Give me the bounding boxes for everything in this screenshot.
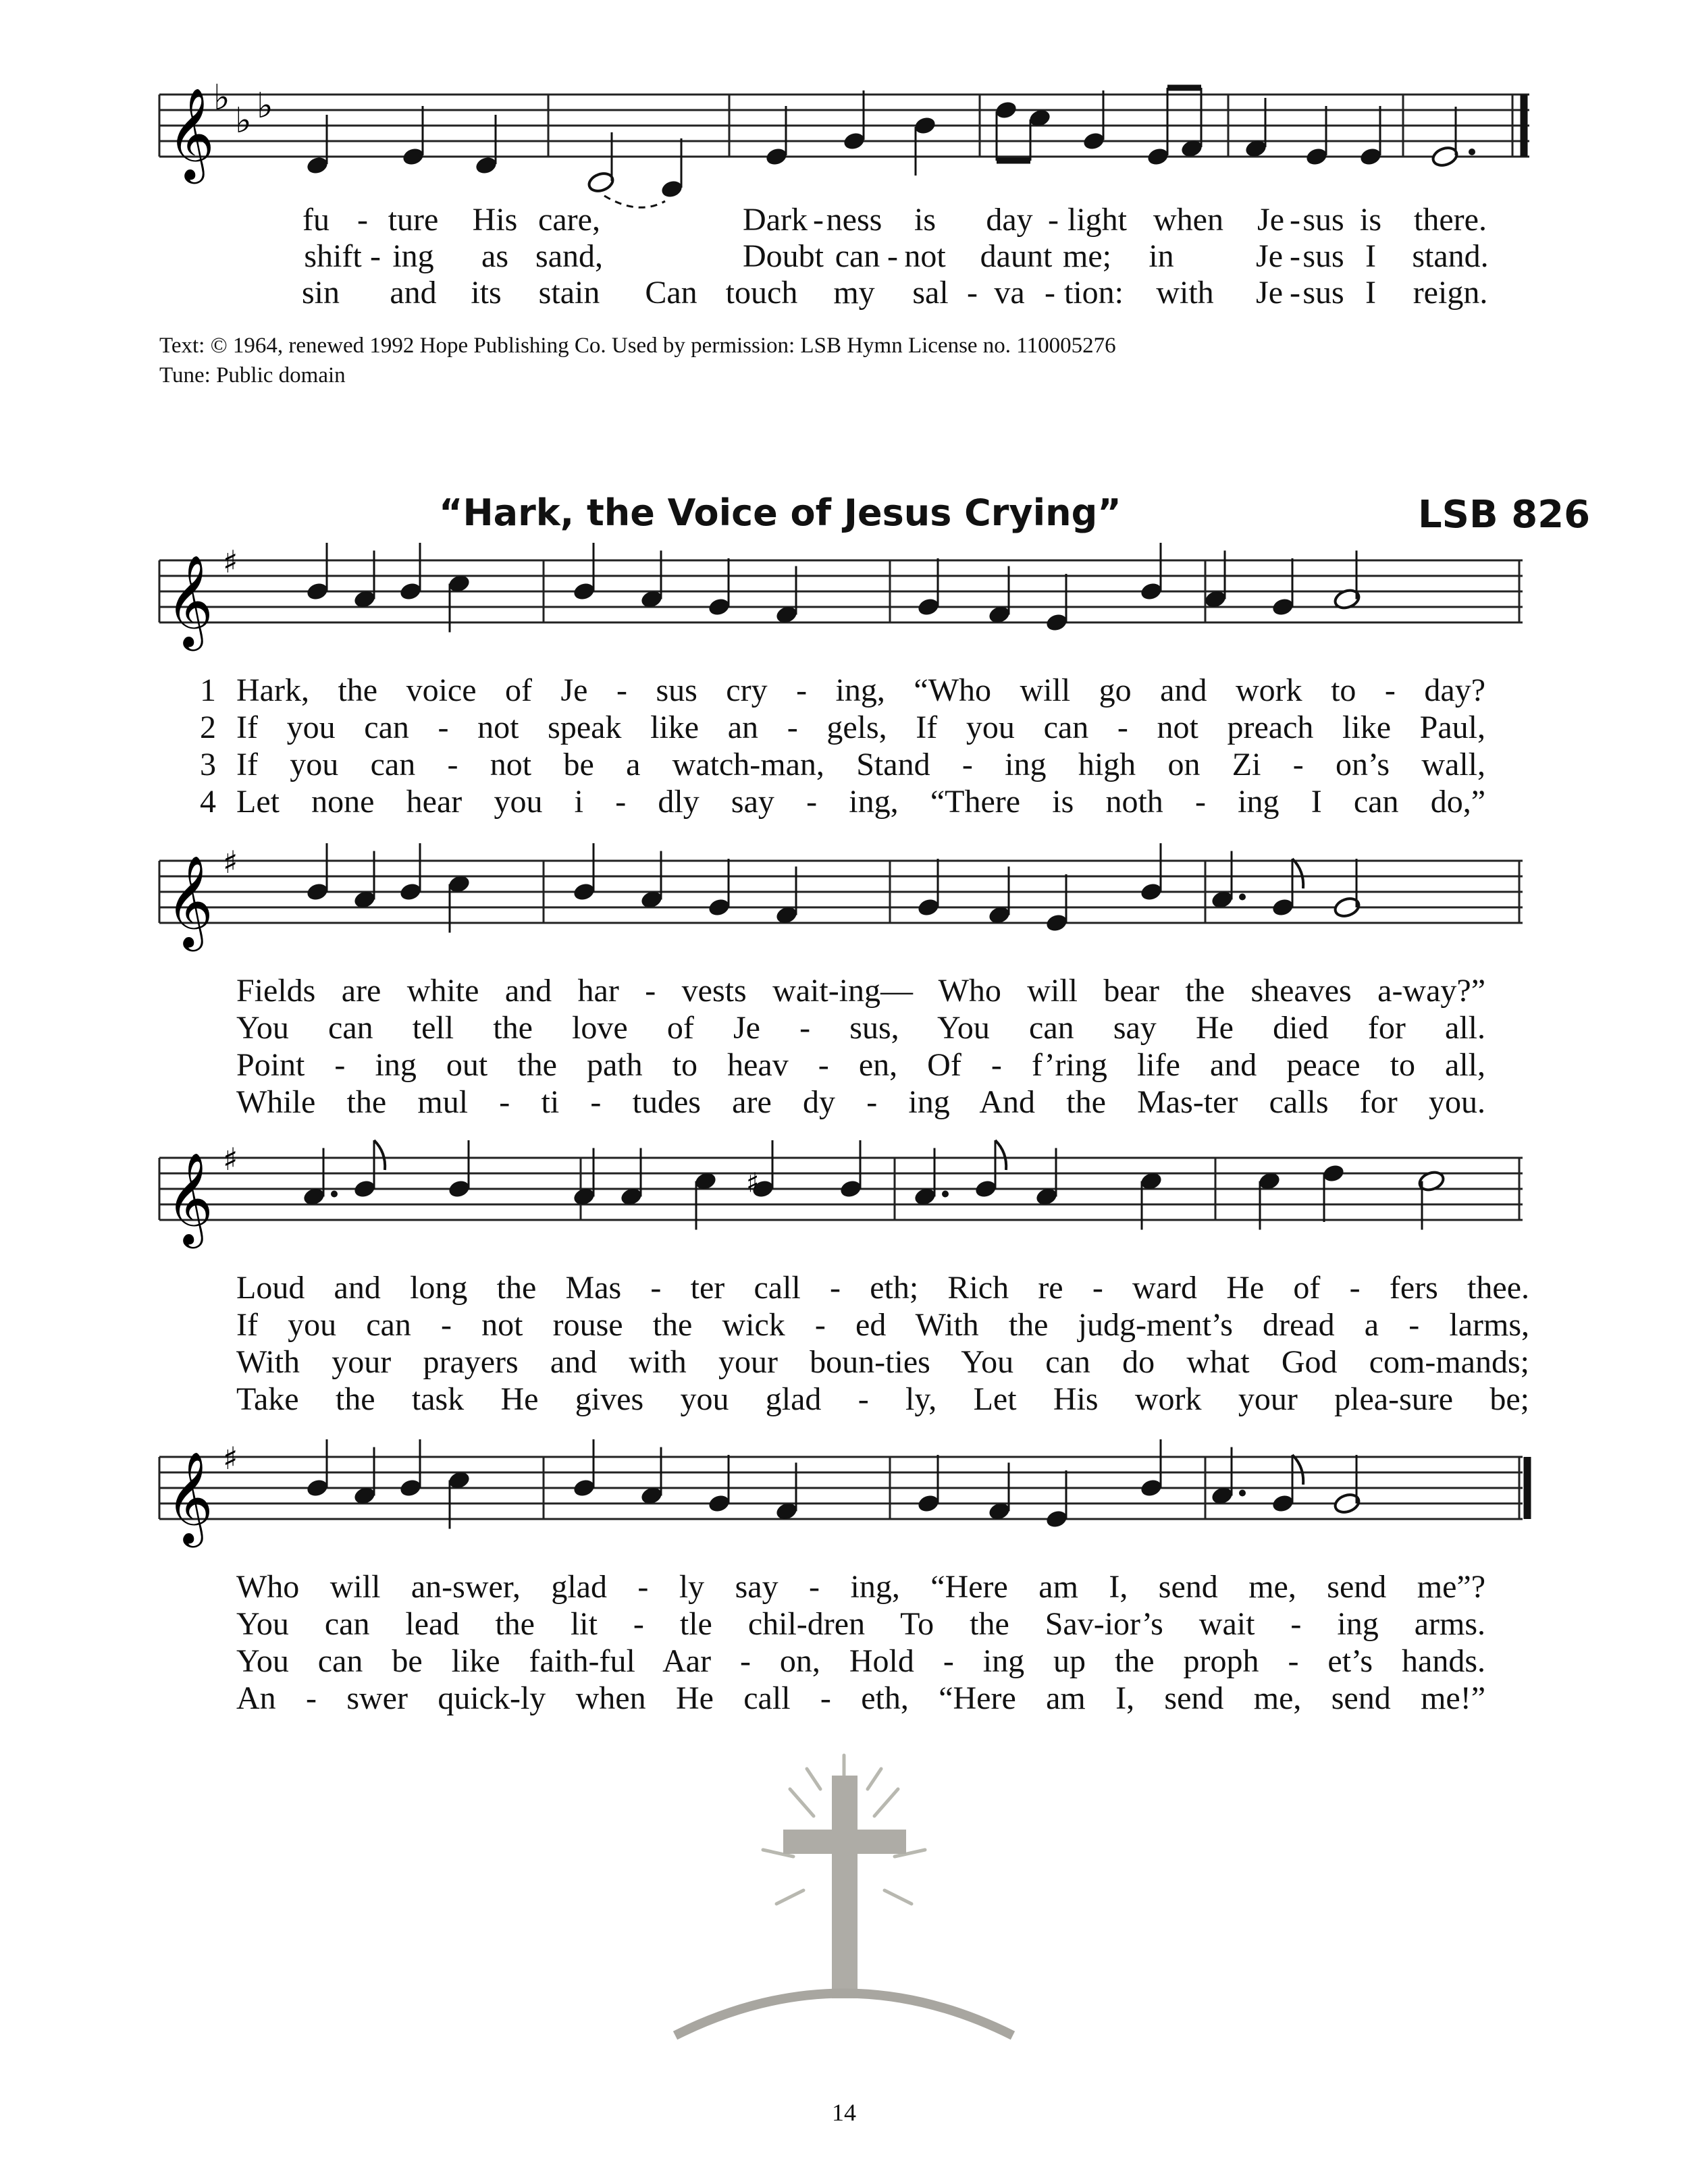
syllable: as	[481, 238, 508, 274]
syllable: sin	[301, 275, 340, 311]
lyric-text: If you can - not speak like an - gels, If you can - not preach like Paul,	[236, 710, 1485, 745]
syllable: Je	[1256, 238, 1283, 274]
syllable: va	[994, 275, 1025, 311]
syllable: in	[1149, 238, 1174, 274]
syllable: my	[833, 275, 875, 311]
syllable: daunt	[980, 238, 1053, 274]
syllable: Je	[1256, 275, 1283, 311]
syllable: when	[1153, 202, 1223, 238]
syllable: sal	[912, 275, 949, 311]
syllable: Je	[1257, 202, 1284, 238]
syllable: -	[1290, 238, 1300, 274]
syllable: its	[471, 275, 502, 311]
key-signature-sharp: ♯	[223, 543, 238, 580]
syllable: there.	[1414, 202, 1487, 238]
syllable: -	[370, 238, 381, 274]
lyric-text: Point - ing out the path to heav - en, Of - f’ring life and peace to all,	[236, 1047, 1485, 1083]
syllable: ture	[388, 202, 439, 238]
syllable: -	[887, 238, 898, 274]
cross-on-hill-icon	[648, 1749, 1040, 2046]
syllable: and	[390, 275, 437, 311]
syllable: light	[1067, 202, 1128, 238]
eighth-flag	[1292, 1455, 1303, 1485]
lyric-line	[0, 1306, 1688, 1344]
treble-clef-icon: 𝄞	[166, 854, 213, 947]
syllable: Can	[645, 275, 697, 311]
lyric-text: Loud and long the Mas - ter call - eth; Rich re - ward He of - fers thee.	[236, 1270, 1529, 1306]
treble-clef-icon: 𝄞	[166, 1151, 213, 1244]
eighth-flag	[374, 1140, 385, 1170]
lyric-line	[0, 1643, 1688, 1680]
svg-text:♭: ♭	[213, 78, 230, 118]
lyric-text: If you can - not rouse the wick - ed With the judg-ment’s dread a - larms,	[236, 1307, 1529, 1343]
dot	[1239, 1490, 1246, 1497]
syllable: is	[914, 202, 937, 238]
syllable: sand,	[535, 238, 603, 274]
lyric-line	[0, 1568, 1688, 1606]
lyric-line	[0, 201, 1688, 239]
verse-number: 4	[200, 784, 216, 820]
hymn-title: “Hark, the Voice of Jesus Crying”	[439, 491, 1122, 534]
eighth-flag	[1292, 859, 1303, 888]
lyric-text: Take the task He gives you glad - ly, Let His work your plea-sure be;	[236, 1381, 1529, 1417]
lyric-line	[0, 274, 1688, 312]
verse-number: 2	[200, 710, 216, 745]
hymn-staff	[0, 1430, 1688, 1551]
syllable: -	[357, 202, 368, 238]
svg-text:♭: ♭	[235, 101, 252, 141]
hymn-staff	[0, 533, 1688, 655]
copyright-credit: Text: © 1964, renewed 1992 Hope Publishing Co. Used by permission: LSB Hymn License no. 110005276	[159, 334, 1116, 358]
key-signature-sharp: ♯	[223, 1141, 238, 1177]
lyric-text: Let none hear you i - dly say - ing, “There is noth - ing I can do,”	[236, 784, 1485, 820]
lyric-text: An - swer quick-ly when He call - eth, “Here am I, send me, send me!”	[236, 1680, 1485, 1716]
lyric-line	[0, 783, 1688, 821]
lyric-text: Hark, the voice of Je - sus cry - ing, “Who will go and work to - day?	[236, 672, 1485, 708]
verse-number: 1	[200, 672, 216, 708]
lyric-text: Fields are white and har - vests wait-ing— Who will bear the sheaves a-way?”	[236, 973, 1485, 1009]
top-hymn-staff	[0, 61, 1688, 209]
lyric-line	[0, 1343, 1688, 1381]
syllable: Doubt	[743, 238, 824, 274]
syllable: I	[1365, 275, 1376, 311]
lyric-line	[0, 238, 1688, 275]
key-signature-flats	[213, 78, 273, 141]
lyric-line	[0, 972, 1688, 1010]
lyric-text: While the mul - ti - tudes are dy - ing And the Mas-ter calls for you.	[236, 1084, 1485, 1120]
syllable: -	[1045, 275, 1055, 311]
hymn-staff	[0, 1131, 1688, 1252]
syllable: tion:	[1063, 275, 1124, 311]
treble-clef-icon: 𝄞	[166, 1450, 213, 1543]
syllable: is	[1359, 202, 1382, 238]
syllable: His	[472, 202, 518, 238]
syllable: sus	[1302, 202, 1344, 238]
lyric-text: If you can - not be a watch-man, Stand - ing high on Zi - on’s wall,	[236, 747, 1485, 782]
syllable: not	[904, 238, 946, 274]
syllable: -	[1290, 275, 1300, 311]
syllable: shift	[304, 238, 362, 274]
syllable: -	[967, 275, 978, 311]
dot	[942, 1191, 949, 1198]
syllable: stain	[538, 275, 600, 311]
lyric-line	[0, 709, 1688, 747]
syllable: care,	[538, 202, 600, 238]
lyric-text: You can be like faith-ful Aar - on, Hold - ing up the proph - et’s hands.	[236, 1643, 1485, 1679]
syllable: touch	[725, 275, 798, 311]
hymn-number: LSB 826	[1418, 493, 1591, 537]
dot	[331, 1191, 338, 1198]
syllable: I	[1365, 238, 1376, 274]
key-signature-sharp: ♯	[223, 1440, 238, 1476]
syllable: -	[1290, 202, 1300, 238]
lyric-line	[0, 1381, 1688, 1418]
syllable: ness	[826, 202, 882, 238]
lyric-line	[0, 1680, 1688, 1717]
staff-lines	[159, 95, 1529, 157]
lyric-line	[0, 672, 1688, 710]
syllable: sus	[1302, 275, 1344, 311]
syllable: sus	[1302, 238, 1344, 274]
syllable: fu	[302, 202, 329, 238]
syllable: me;	[1063, 238, 1111, 274]
syllable: stand.	[1412, 238, 1489, 274]
lyric-line	[0, 1605, 1688, 1643]
syllable: Dark	[743, 202, 808, 238]
notes	[305, 88, 1475, 207]
syllable: can	[835, 238, 880, 274]
syllable: -	[1048, 202, 1059, 238]
page-number: 14	[832, 2099, 856, 2126]
eighth-flag	[995, 1140, 1006, 1170]
lyric-line	[0, 1009, 1688, 1047]
key-signature-sharp: ♯	[223, 844, 238, 880]
tune-credit: Tune: Public domain	[159, 363, 346, 388]
lyric-line	[0, 1084, 1688, 1121]
hymn-staff	[0, 834, 1688, 955]
verse-number: 3	[200, 747, 216, 782]
lyric-line	[0, 1269, 1688, 1307]
syllable: with	[1156, 275, 1214, 311]
syllable: ing	[392, 238, 434, 274]
lyric-text: You can lead the lit - tle chil-dren To the Sav-ior’s wait - ing arms.	[236, 1606, 1485, 1642]
lyric-text: You can tell the love of Je - sus, You can say He died for all.	[236, 1010, 1485, 1046]
syllable: -	[813, 202, 824, 238]
svg-text:♭: ♭	[257, 86, 273, 126]
sharp-accidental: ♯	[746, 1167, 760, 1199]
lyric-text: With your prayers and with your boun-ties You can do what God com-mands;	[236, 1344, 1529, 1380]
treble-clef-icon: 𝄞	[167, 86, 215, 180]
treble-clef-icon: 𝄞	[166, 554, 213, 647]
lyric-line	[0, 746, 1688, 784]
syllable: reign.	[1413, 275, 1488, 311]
syllable: day	[986, 202, 1033, 238]
dot	[1239, 894, 1246, 901]
lyric-line	[0, 1046, 1688, 1084]
lyric-text: Who will an-swer, glad - ly say - ing, “Here am I, send me, send me”?	[236, 1569, 1485, 1605]
